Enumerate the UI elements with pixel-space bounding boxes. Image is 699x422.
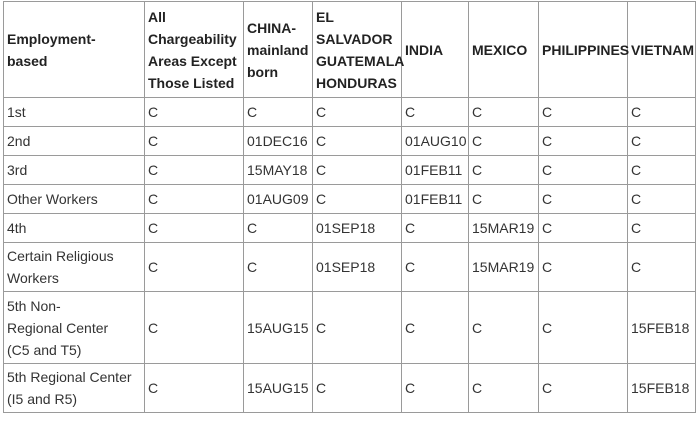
table-cell: C — [145, 98, 244, 127]
table-cell: C — [313, 292, 402, 364]
table-cell: C — [469, 185, 539, 214]
table-cell: 15FEB18 — [628, 364, 696, 413]
table-cell: C — [145, 127, 244, 156]
row-category-cell: 5th Non- Regional Center (C5 and T5) — [4, 292, 145, 364]
row-category-cell: 5th Regional Center (I5 and R5) — [4, 364, 145, 413]
table-cell: C — [313, 156, 402, 185]
table-row — [4, 127, 696, 156]
table-cell: C — [469, 98, 539, 127]
table-cell: C — [145, 364, 244, 413]
table-cell: 01AUG09 — [244, 185, 313, 214]
table-cell: C — [313, 127, 402, 156]
row-category-cell: Other Workers — [4, 185, 145, 214]
table-cell: C — [469, 127, 539, 156]
table-cell: C — [402, 243, 469, 292]
table-cell: 01FEB11 — [402, 156, 469, 185]
table-cell: C — [539, 292, 628, 364]
table-cell: C — [539, 156, 628, 185]
table-cell: 01SEP18 — [313, 214, 402, 243]
table-cell: C — [145, 214, 244, 243]
table-cell: C — [313, 185, 402, 214]
table-cell: C — [145, 185, 244, 214]
table-cell: 01SEP18 — [313, 243, 402, 292]
table-row — [4, 364, 696, 413]
table-cell: C — [402, 98, 469, 127]
row-category-cell: 4th — [4, 214, 145, 243]
header-el-salvador-guatemala-honduras: EL SALVADOR GUATEMALA HONDURAS — [313, 2, 402, 98]
table-cell: C — [539, 364, 628, 413]
table-cell: C — [628, 243, 696, 292]
table-cell: C — [628, 185, 696, 214]
table-cell: C — [145, 292, 244, 364]
header-india: INDIA — [402, 2, 469, 98]
table-cell: 15AUG15 — [244, 364, 313, 413]
table-cell: C — [628, 214, 696, 243]
employment-based-dates-table — [3, 1, 696, 413]
table-cell: C — [145, 156, 244, 185]
table-cell: C — [402, 214, 469, 243]
header-vietnam: VIETNAM — [628, 2, 696, 98]
table-cell: C — [469, 292, 539, 364]
table-cell: C — [469, 156, 539, 185]
table-cell: 15MAR19 — [469, 214, 539, 243]
table-cell: 01FEB11 — [402, 185, 469, 214]
row-category-cell: 3rd — [4, 156, 145, 185]
table-cell: C — [244, 243, 313, 292]
table-cell: 01AUG10 — [402, 127, 469, 156]
table-cell: C — [313, 98, 402, 127]
table-cell: C — [402, 292, 469, 364]
table-cell: C — [628, 98, 696, 127]
table-cell: C — [539, 243, 628, 292]
row-category-cell: 2nd — [4, 127, 145, 156]
table-cell: 15MAR19 — [469, 243, 539, 292]
header-china: CHINA- mainland born — [244, 2, 313, 98]
table-row — [4, 185, 696, 214]
table-cell: 01DEC16 — [244, 127, 313, 156]
table-cell: C — [539, 214, 628, 243]
table-cell: C — [628, 127, 696, 156]
table-cell: C — [539, 185, 628, 214]
table-row — [4, 156, 696, 185]
table-cell: C — [539, 98, 628, 127]
header-all-chargeability: All Chargeability Areas Except Those Listed — [145, 2, 244, 98]
row-category-cell: Certain Religious Workers — [4, 243, 145, 292]
table-cell: C — [244, 98, 313, 127]
table-row — [4, 98, 696, 127]
table-row — [4, 243, 696, 292]
header-philippines: PHILIPPINES — [539, 2, 628, 98]
table-cell: C — [402, 364, 469, 413]
table-cell: 15FEB18 — [628, 292, 696, 364]
table-row — [4, 214, 696, 243]
table-cell: C — [469, 364, 539, 413]
table-row — [4, 292, 696, 364]
table-cell: C — [628, 156, 696, 185]
header-mexico: MEXICO — [469, 2, 539, 98]
header-employment-based: Employment- based — [4, 2, 145, 98]
table-cell: C — [244, 214, 313, 243]
table-cell: C — [313, 364, 402, 413]
table-header-row — [4, 2, 696, 98]
table-cell: 15AUG15 — [244, 292, 313, 364]
table-cell: C — [539, 127, 628, 156]
table-cell: 15MAY18 — [244, 156, 313, 185]
row-category-cell: 1st — [4, 98, 145, 127]
table-cell: C — [145, 243, 244, 292]
